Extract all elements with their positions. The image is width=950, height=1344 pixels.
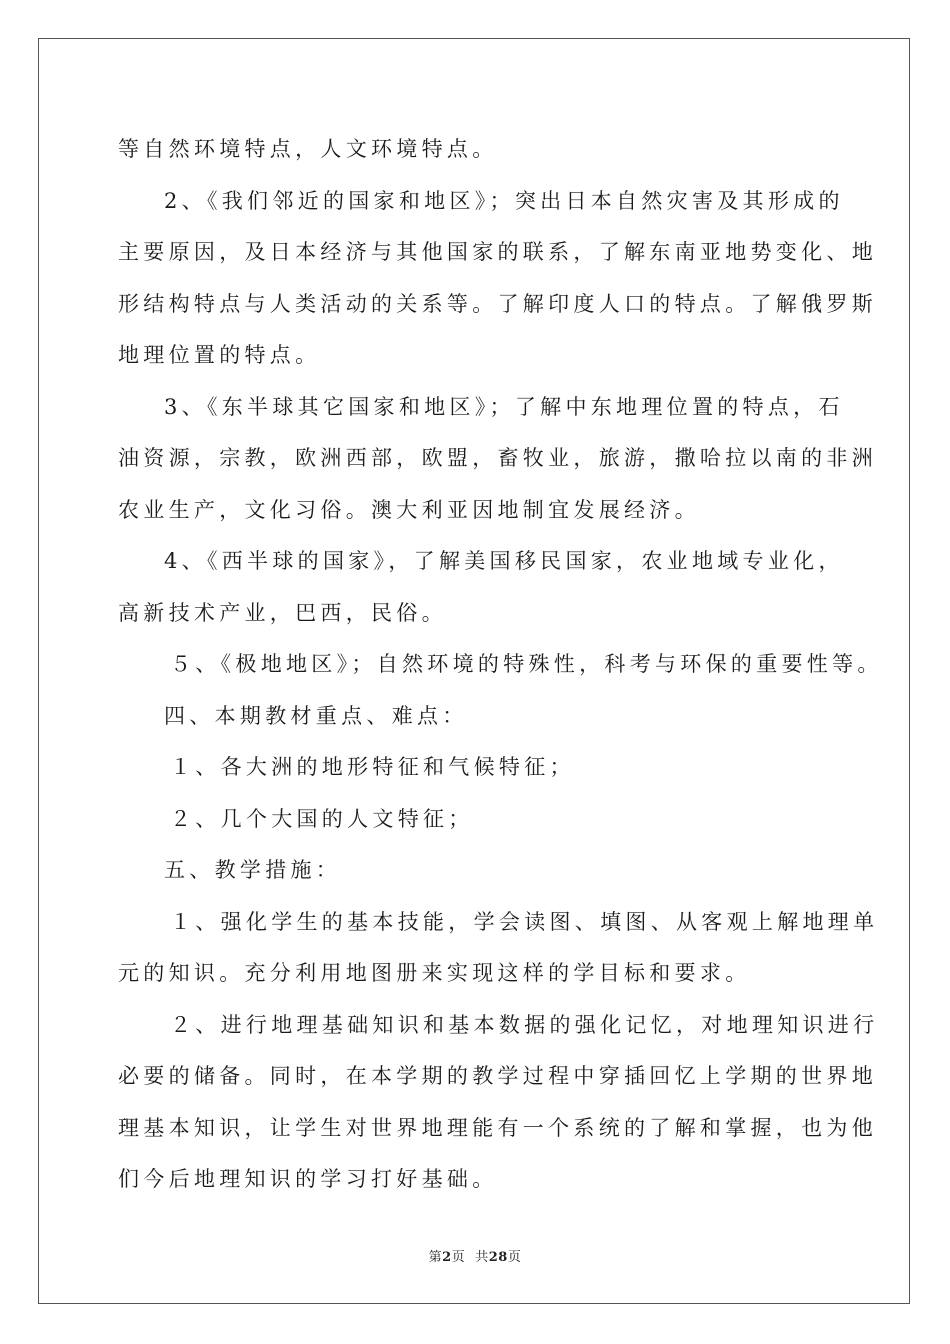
paragraph-line: １、强化学生的基本技能，学会读图、填图、从客观上解地理单: [170, 909, 879, 934]
paragraph-line: 地理位置的特点。: [118, 343, 321, 367]
paragraph-line: 4、《西半球的国家》，了解美国移民国家，农业地域专业化，: [164, 549, 844, 573]
page-number: 2: [442, 1250, 452, 1265]
paragraph-line: 2、《我们邻近的国家和地区》；突出日本自然灾害及其形成的: [164, 188, 844, 213]
paragraph-line: 们今后地理知识的学习打好基础。: [118, 1167, 498, 1191]
paragraph-line: 等自然环境特点，人文环境特点。: [118, 137, 498, 161]
page-suffix: 页: [451, 1250, 466, 1265]
page-prefix: 第: [428, 1250, 443, 1265]
paragraph-line: ２、几个大国的人文特征；: [170, 806, 474, 831]
paragraph-line: 元的知识。充分利用地图册来实现这样的学目标和要求。: [118, 961, 751, 985]
paragraph-line: 形结构特点与人类活动的关系等。了解印度人口的特点。了解俄罗斯: [118, 291, 877, 316]
section-heading: 五、教学措施：: [164, 858, 342, 882]
paragraph-line: 理基本知识，让学生对世界地理能有一个系统的了解和掌握，也为他: [118, 1115, 877, 1140]
paragraph-line: 高新技术产业，巴西，民俗。: [118, 600, 447, 625]
paragraph-line: 必要的储备。同时，在本学期的教学过程中穿插回忆上学期的世界地: [118, 1064, 877, 1088]
paragraph-line: ５、《极地地区》；自然环境的特殊性，科考与环保的重要性等。: [170, 652, 883, 676]
paragraph-line: １、各大洲的地形特征和气候特征；: [170, 755, 575, 779]
section-heading: 四、本期教材重点、难点：: [164, 703, 468, 728]
paragraph-line: 主要原因，及日本经济与其他国家的联系，了解东南亚地势变化、地: [118, 240, 877, 264]
paragraph-line: 油资源，宗教，欧洲西部，欧盟，畜牧业，旅游，撒哈拉以南的非洲: [118, 446, 877, 470]
paragraph-line: 3、《东半球其它国家和地区》；了解中东地理位置的特点，石: [164, 394, 844, 419]
total-pages: 28: [488, 1250, 508, 1265]
total-prefix: 共: [475, 1250, 489, 1265]
total-suffix: 页: [507, 1250, 522, 1265]
page-footer: [0, 1246, 950, 1265]
paragraph-line: 农业生产，文化习俗。澳大利亚因地制宜发展经济。: [118, 497, 700, 522]
document-body: [118, 124, 883, 1206]
paragraph-line: ２、进行地理基础知识和基本数据的强化记忆，对地理知识进行: [170, 1012, 879, 1037]
